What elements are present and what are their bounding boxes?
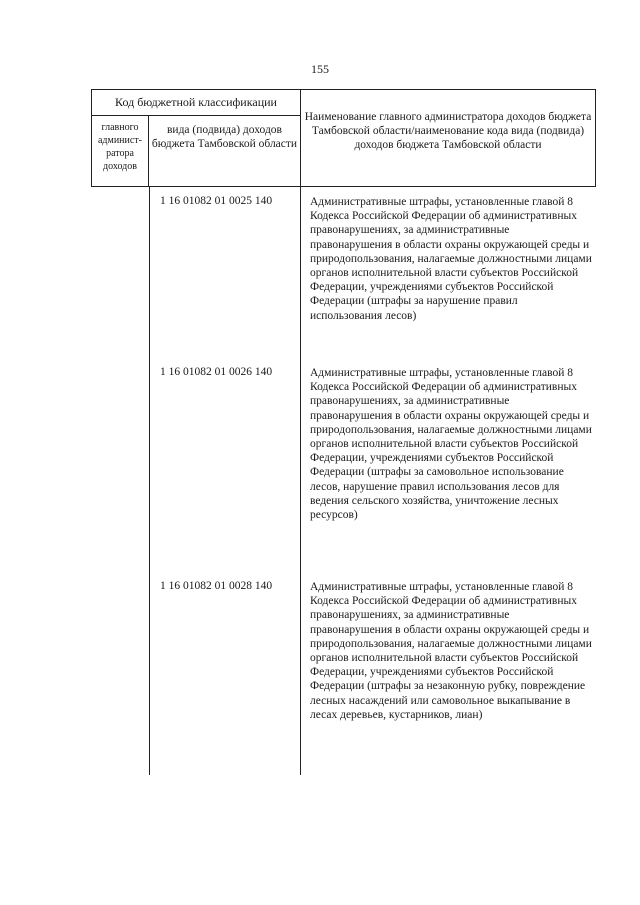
- row-code: 1 16 01082 01 0026 140: [160, 366, 273, 378]
- page-number: 155: [311, 62, 329, 76]
- row-code: 1 16 01082 01 0025 140: [160, 195, 273, 207]
- table-header: [91, 89, 596, 187]
- header-code-group: Код бюджетной классификации: [92, 90, 300, 116]
- row-description: Административные штрафы, установленные главой 8 Кодекса Российской Федерации об административных правонарушениях, за административные правонарушения в области охраны окружающей среды и природопользования, налагаемые должностными лицами органов исполнительной власти субъектов Российской Федерации, учреждениями субъектов Российской Федерации (штрафы за самовольное использование лесов, нарушение правил использования лесов для ведения сельского хозяйства, уничтожение лесных ресурсов): [310, 367, 592, 522]
- header-admin-column: главного админист-ратора доходов: [92, 115, 149, 186]
- header-income-type-column: вида (подвида) доходов бюджета Тамбовской области: [151, 124, 298, 150]
- row-description: Административные штрафы, установленные главой 8 Кодекса Российской Федерации об административных правонарушениях, за административные правонарушения в области охраны окружающей среды и природопользования, налагаемые должностными лицами органов исполнительной власти субъектов Российской Федерации, учреждениями субъектов Российской Федерации (штрафы за нарушение правил использования лесов): [310, 196, 592, 322]
- row-code: 1 16 01082 01 0028 140: [160, 580, 273, 592]
- row-description: Административные штрафы, установленные главой 8 Кодекса Российской Федерации об административных правонарушениях, за административные правонарушения в области охраны окружающей среды и природопользования, налагаемые должностными лицами органов исполнительной власти субъектов Российской Федерации, учреждениями субъектов Российской Федерации (штрафы за незаконную рубку, повреждение лесных насаждений или самовольное выкапывание в лесах деревьев, кустарников, лиан): [310, 581, 592, 721]
- column-divider-1: [149, 187, 150, 775]
- column-divider-2: [300, 187, 301, 775]
- header-name-column: Наименование главного администратора доходов бюджета Тамбовской области/наименование кода вида (подвида) доходов бюджета Тамбовской области: [300, 90, 595, 186]
